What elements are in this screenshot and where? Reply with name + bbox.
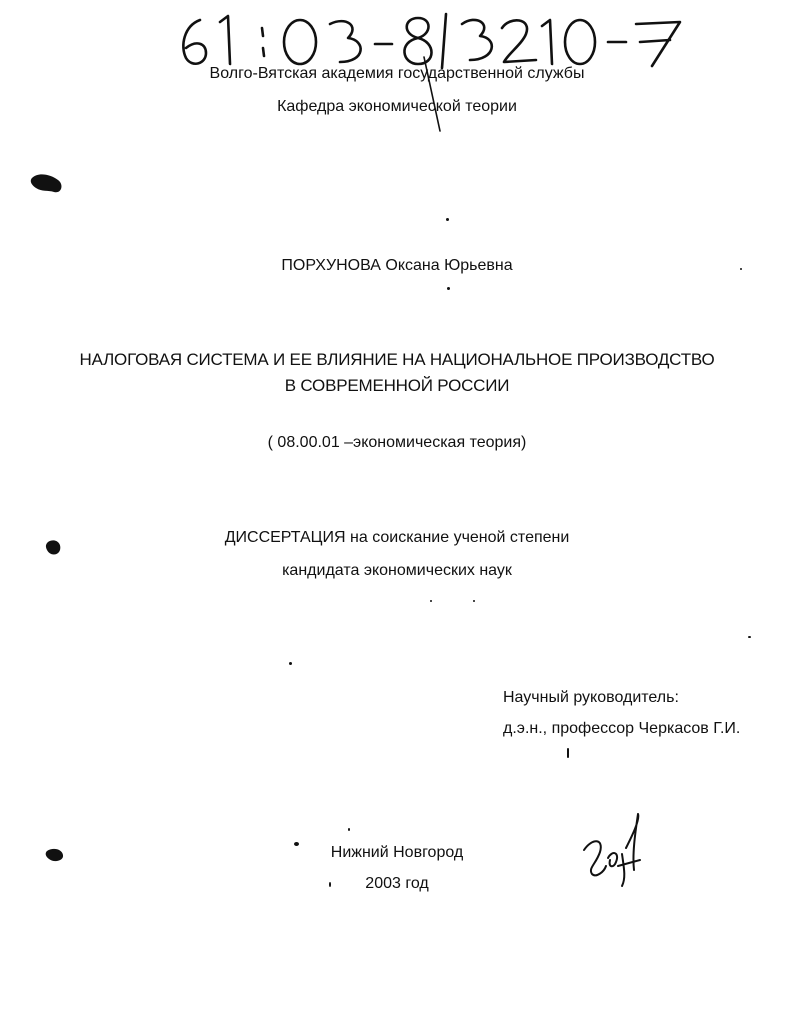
scan-speck	[348, 828, 350, 831]
year: 2003 год	[365, 875, 429, 892]
department-name: Кафедра экономической теории	[277, 98, 517, 115]
dissertation-title-line-1: НАЛОГОВАЯ СИСТЕМА И ЕЕ ВЛИЯНИЕ НА НАЦИОНАЛЬНОЕ ПРОИЗВОДСТВО	[79, 350, 715, 369]
handwritten-signature	[578, 808, 658, 888]
scan-speck	[473, 600, 475, 602]
author-name: ПОРХУНОВА Оксана Юрьевна	[281, 257, 513, 274]
scan-speck	[294, 842, 299, 846]
specialty-code: ( 08.00.01 –экономическая теория)	[267, 434, 527, 451]
pen-stroke	[420, 55, 444, 135]
institution-name: Волго-Вятская академия государственной службы	[209, 65, 585, 82]
degree-line-1: ДИССЕРТАЦИЯ на соискание ученой степени	[224, 529, 570, 546]
supervisor-label: Научный руководитель:	[503, 689, 679, 706]
scan-speck	[447, 287, 450, 290]
scan-speck	[446, 218, 449, 221]
degree-line-2: кандидата экономических наук	[282, 562, 512, 579]
scan-speck	[740, 268, 742, 270]
scan-speck	[289, 662, 292, 665]
scan-mark-middle	[44, 538, 64, 558]
dissertation-title-line-2: В СОВРЕМЕННОЙ РОССИИ	[284, 376, 510, 395]
scan-mark-bottom	[44, 846, 66, 864]
scan-speck	[748, 636, 751, 638]
city: Нижний Новгород	[330, 844, 464, 861]
scan-speck	[329, 882, 331, 887]
scan-mark-top	[28, 170, 68, 200]
scan-speck	[567, 748, 569, 758]
supervisor-name: д.э.н., профессор Черкасов Г.И.	[503, 720, 741, 737]
scan-speck	[430, 600, 432, 602]
